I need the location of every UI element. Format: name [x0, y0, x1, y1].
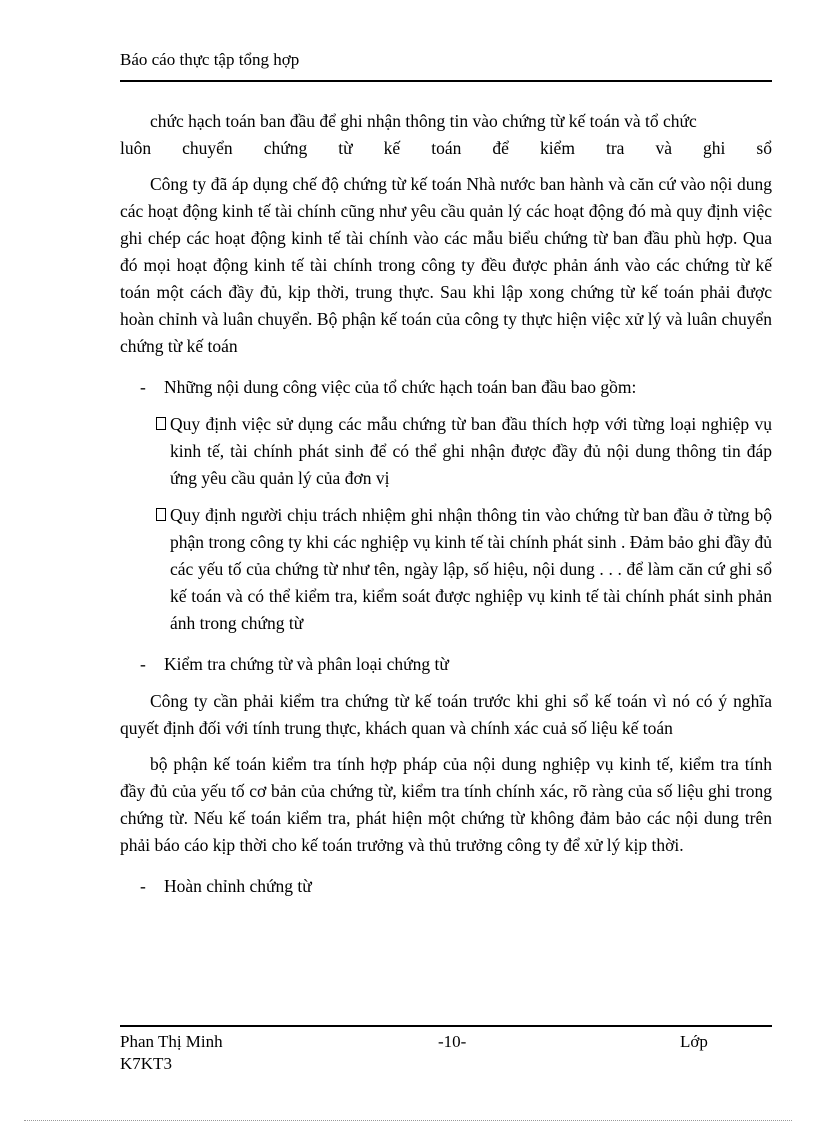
header-divider	[120, 80, 772, 82]
document-body	[120, 108, 772, 910]
paragraph-1-line-2: luôn chuyển chứng từ kế toán để kiểm tra và ghi sổ	[120, 138, 772, 158]
dash-marker: -	[140, 377, 146, 397]
dash-list-item-3	[120, 873, 772, 900]
dash-list-item-text: Kiểm tra chứng từ và phân loại chứng từ	[164, 654, 449, 674]
dash-marker: -	[140, 876, 146, 896]
bullet-item-1	[120, 411, 772, 492]
footer-author: Phan Thị Minh	[120, 1032, 223, 1051]
bullet-item-2	[120, 502, 772, 637]
checkbox-bullet-icon	[156, 417, 166, 430]
paragraph-2: Công ty đã áp dụng chế độ chứng từ kế toán Nhà nước ban hành và căn cứ vào nội dung các hoạt động kinh tế tài chính cũng như yêu cầu quản lý các hoạt động đó mà quy định việc ghi chép các hoạt động kinh tế tài chính vào các mẫu biểu chứng từ ban đầu phù hợp. Qua đó mọi hoạt động kinh tế tài chính trong công ty đều được phản ánh vào các chứng từ kế toán một cách đầy đủ, kịp thời, trung thực. Sau khi lập xong chứng từ kế toán phải được hoàn chỉnh và luân chuyển. Bộ phận kế toán của công ty thực hiện việc xử lý và luân chuyển chứng từ kế toán	[120, 174, 772, 356]
footer-class-label: Lớp	[680, 1032, 708, 1051]
dash-list-item-2	[120, 651, 772, 678]
footer-page-number: -10-	[438, 1032, 467, 1051]
dash-list-item-1	[120, 374, 772, 401]
page-bottom-dotted-border	[24, 1120, 792, 1121]
dash-list-item-text: Hoàn chỉnh chứng từ	[164, 876, 312, 896]
footer-divider	[120, 1025, 772, 1027]
dash-marker: -	[140, 654, 146, 674]
bullet-item-text: Quy định người chịu trách nhiệm ghi nhận thông tin vào chứng từ ban đầu ở từng bộ phận trong công ty khi các nghiệp vụ kinh tế tài chính phát sinh . Đảm bảo ghi đầy đủ các yếu tố của chứng từ như tên, ngày lập, số hiệu, nội dung . . . để làm căn cứ ghi sổ kế toán và có thể kiểm tra, kiểm soát được nghiệp vụ kinh tế tài chính phát sinh phản ánh trong chứng từ	[170, 505, 772, 633]
dash-list-item-text: Những nội dung công việc của tổ chức hạch toán ban đầu bao gồm:	[164, 377, 637, 397]
paragraph-1-line-1: chức hạch toán ban đầu để ghi nhận thông tin vào chứng từ kế toán và tổ chức	[150, 111, 697, 131]
paragraph-4: bộ phận kế toán kiểm tra tính hợp pháp của nội dung nghiệp vụ kinh tế, kiểm tra tính đầy đủ của yếu tố cơ bản của chứng từ, kiểm tra tính chính xác, rõ ràng của số liệu ghi trong chứng từ. Nếu kế toán kiểm tra, phát hiện một chứng từ không đảm bảo các nội dung trên phải báo cáo kịp thời cho kế toán trưởng và thủ trưởng công ty để xử lý kịp thời.	[120, 754, 772, 855]
paragraph-3: Công ty cần phải kiểm tra chứng từ kế toán trước khi ghi sổ kế toán vì nó có ý nghĩa quyết định đối với tính trung thực, khách quan và chính xác cuả số liệu kế toán	[120, 691, 772, 738]
bullet-item-text: Quy định việc sử dụng các mẫu chứng từ ban đầu thích hợp với từng loại nghiệp vụ kinh tế, tài chính phát sinh để có thể ghi nhận được đầy đủ nội dung thông tin đáp ứng yêu cầu quản lý của đơn vị	[170, 414, 772, 488]
footer-class-name: K7KT3	[120, 1054, 172, 1073]
page-header-title: Báo cáo thực tập tổng hợp	[120, 50, 300, 69]
checkbox-bullet-icon	[156, 508, 166, 521]
